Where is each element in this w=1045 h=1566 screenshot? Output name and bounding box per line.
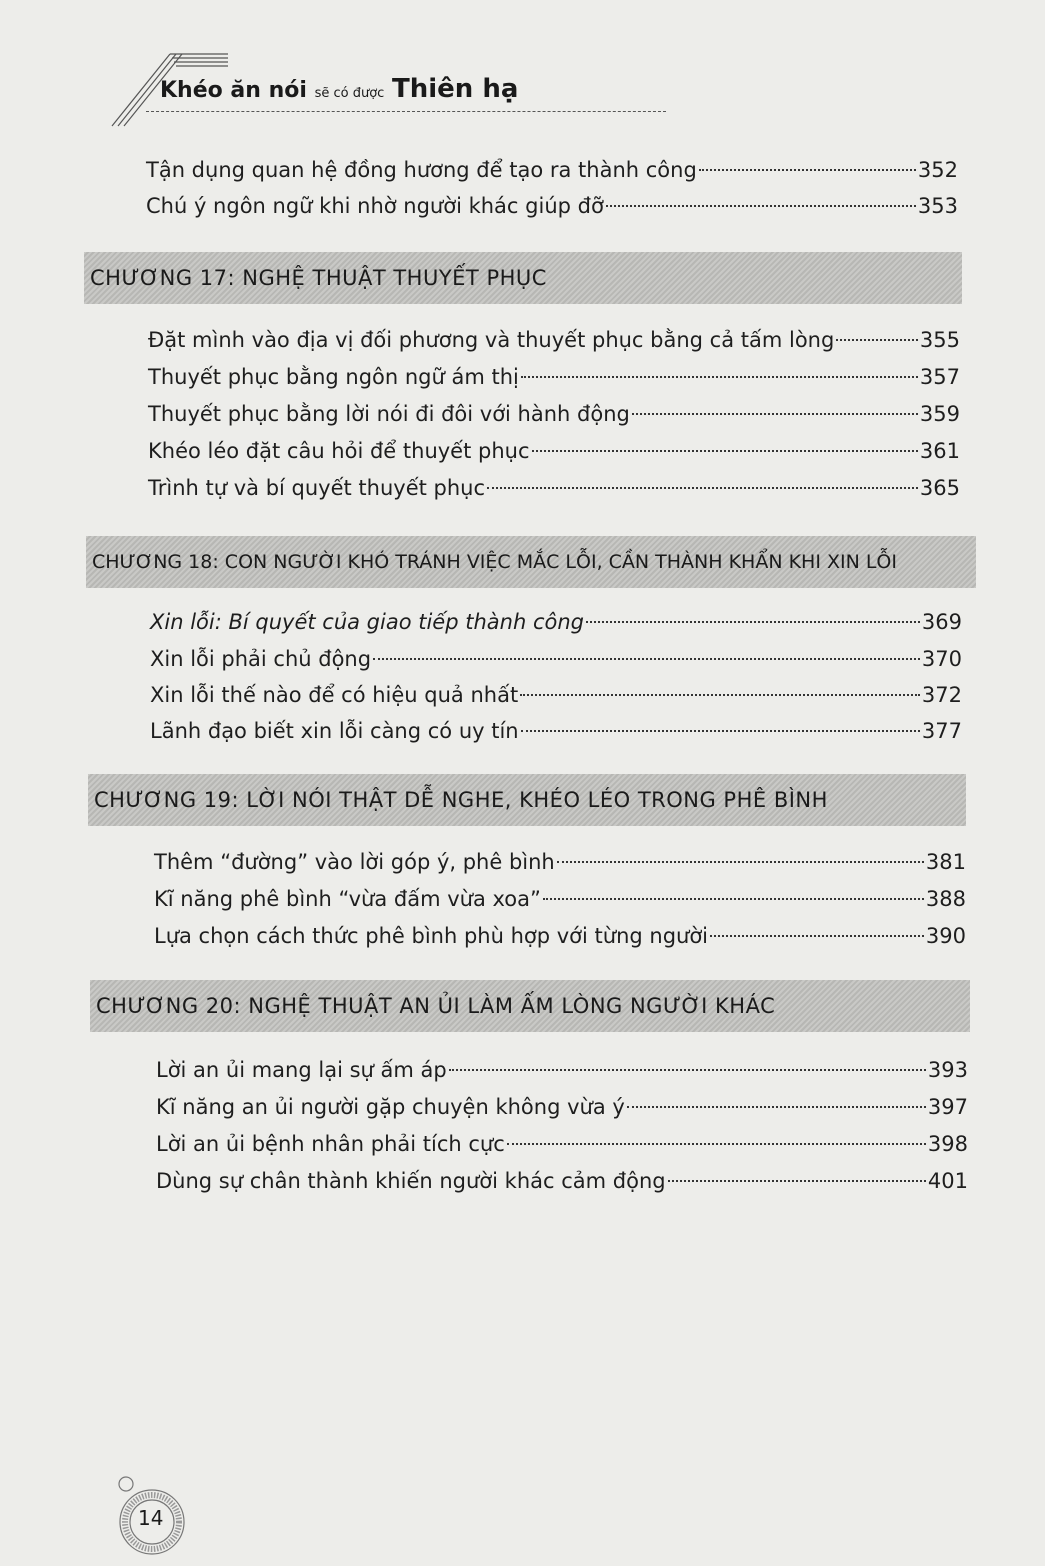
toc-entry[interactable]	[148, 400, 960, 430]
toc-leader-dots	[699, 169, 916, 171]
book-title-part2: sẽ có được	[314, 86, 385, 101]
toc-entry-page: 355	[919, 328, 960, 352]
toc-entry-page: 377	[921, 719, 962, 743]
toc-entry-title: Lựa chọn cách thức phê bình phù hợp với từng người	[154, 924, 709, 948]
chapter-heading-17[interactable]: CHƯƠNG 17: NGHỆ THUẬT THUYẾT PHỤC	[84, 252, 962, 304]
toc-leader-dots	[373, 658, 920, 660]
toc-entry-page: 398	[927, 1132, 968, 1156]
toc-entry-page: 357	[919, 365, 960, 389]
toc-entry[interactable]	[148, 437, 960, 467]
toc-entry-title: Lời an ủi bệnh nhân phải tích cực	[156, 1132, 505, 1156]
toc-entry[interactable]	[150, 681, 962, 711]
toc-entry-page: 369	[921, 610, 962, 634]
toc-entry-page: 397	[927, 1095, 968, 1119]
toc-entry-title: Thuyết phục bằng ngôn ngữ ám thị	[148, 365, 519, 389]
toc-leader-dots	[632, 413, 918, 415]
toc-entry-title: Trình tự và bí quyết thuyết phục	[148, 476, 486, 500]
toc-leader-dots	[449, 1069, 926, 1071]
toc-entry-page: 352	[917, 158, 958, 182]
toc-leader-dots	[606, 205, 916, 207]
toc-entry-title: Xin lỗi phải chủ động	[150, 647, 372, 671]
toc-entry[interactable]	[156, 1056, 968, 1086]
toc-entry-page: 390	[925, 924, 966, 948]
toc-leader-dots	[521, 376, 918, 378]
book-title-part3: Thiên hạ	[391, 74, 519, 104]
toc-entry[interactable]	[156, 1093, 968, 1123]
toc-entry-title: Thuyết phục bằng lời nói đi đôi với hành động	[148, 402, 630, 426]
toc-entry-title: Kĩ năng phê bình “vừa đấm vừa xoa”	[154, 887, 541, 911]
toc-leader-dots	[836, 339, 918, 341]
chapter-heading-20[interactable]: CHƯƠNG 20: NGHỆ THUẬT AN ỦI LÀM ẤM LÒNG NGƯỜI KHÁC	[90, 980, 970, 1032]
toc-entry-title: Dùng sự chân thành khiến người khác cảm động	[156, 1169, 666, 1193]
toc-entry-title: Đặt mình vào địa vị đối phương và thuyết phục bằng cả tấm lòng	[148, 328, 835, 352]
toc-entry-page: 365	[919, 476, 960, 500]
toc-leader-dots	[557, 861, 924, 863]
toc-entry[interactable]	[154, 885, 966, 915]
header-divider	[146, 111, 666, 112]
book-title	[160, 74, 518, 104]
toc-leader-dots	[487, 487, 918, 489]
chapter-heading-19[interactable]: CHƯƠNG 19: LỜI NÓI THẬT DỄ NGHE, KHÉO LÉO TRONG PHÊ BÌNH	[88, 774, 966, 826]
toc-leader-dots	[710, 935, 924, 937]
toc-entry[interactable]	[150, 608, 962, 638]
toc-entry-title: Xin lỗi: Bí quyết của giao tiếp thành công	[150, 610, 584, 634]
toc-leader-dots	[532, 450, 918, 452]
toc-entry-page: 388	[925, 887, 966, 911]
toc-entry[interactable]	[146, 192, 958, 222]
toc-entry-page: 372	[921, 683, 962, 707]
toc-entry-title: Chú ý ngôn ngữ khi nhờ người khác giúp đỡ	[146, 194, 604, 218]
book-title-part1: Khéo ăn nói	[160, 78, 307, 103]
toc-entry-page: 393	[927, 1058, 968, 1082]
page-number: 14	[138, 1506, 164, 1530]
toc-entry-page: 361	[919, 439, 960, 463]
toc-entry[interactable]	[154, 922, 966, 952]
toc-entry-title: Xin lỗi thế nào để có hiệu quả nhất	[150, 683, 519, 707]
toc-leader-dots	[668, 1180, 926, 1182]
toc-entry[interactable]	[148, 474, 960, 504]
toc-leader-dots	[521, 730, 920, 732]
toc-leader-dots	[586, 621, 920, 623]
toc-entry-page: 359	[919, 402, 960, 426]
running-header	[110, 48, 570, 130]
toc-entry[interactable]	[148, 363, 960, 393]
toc-entry[interactable]	[148, 326, 960, 356]
toc-leader-dots	[627, 1106, 926, 1108]
toc-entry-title: Lãnh đạo biết xin lỗi càng có uy tín	[150, 719, 519, 743]
toc-leader-dots	[507, 1143, 926, 1145]
toc-entry-page: 353	[917, 194, 958, 218]
toc-entry-page: 370	[921, 647, 962, 671]
chapter-heading-18[interactable]: CHƯƠNG 18: CON NGƯỜI KHÓ TRÁNH VIỆC MẮC LỖI, CẦN THÀNH KHẨN KHI XIN LỖI	[86, 536, 976, 588]
toc-entry-title: Kĩ năng an ủi người gặp chuyện không vừa ý	[156, 1095, 625, 1119]
toc-entry[interactable]	[154, 848, 966, 878]
toc-entry[interactable]	[156, 1167, 968, 1197]
toc-entry[interactable]	[150, 645, 962, 675]
toc-entry-title: Tận dụng quan hệ đồng hương để tạo ra thành công	[146, 158, 697, 182]
toc-entry-page: 401	[927, 1169, 968, 1193]
toc-entry-page: 381	[925, 850, 966, 874]
toc-entry[interactable]	[156, 1130, 968, 1160]
toc-leader-dots	[543, 898, 924, 900]
toc-entry[interactable]	[146, 156, 958, 186]
toc-leader-dots	[520, 694, 920, 696]
toc-entry-title: Lời an ủi mang lại sự ấm áp	[156, 1058, 447, 1082]
toc-entry[interactable]	[150, 717, 962, 747]
toc-entry-title: Khéo léo đặt câu hỏi để thuyết phục	[148, 439, 530, 463]
toc-entry-title: Thêm “đường” vào lời góp ý, phê bình	[154, 850, 555, 874]
